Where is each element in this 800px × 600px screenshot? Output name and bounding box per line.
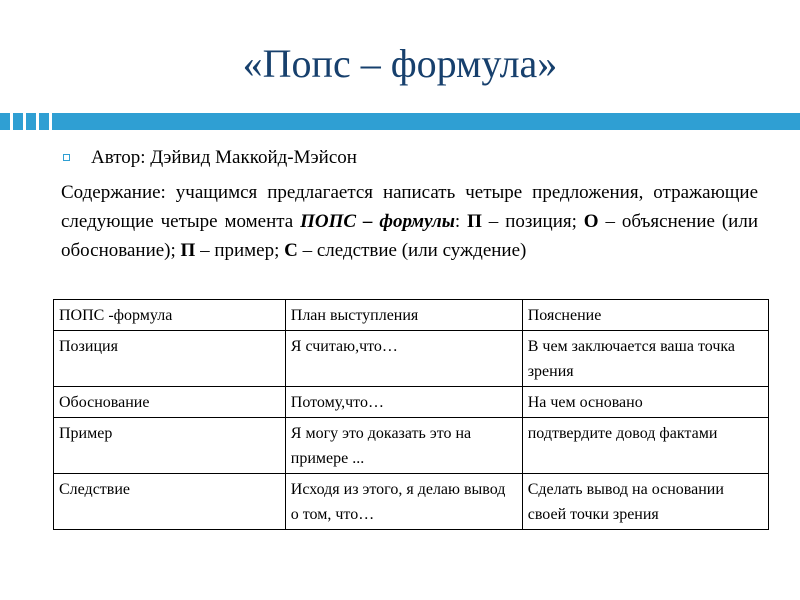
table-cell: подтвердите довод фактами (522, 418, 768, 474)
table-cell: Обоснование (54, 387, 286, 418)
consequence-text: – следствие (или суждение) (297, 240, 527, 261)
author-text: Автор: Дэйвид Маккойд-Мэйсон (91, 147, 357, 168)
band-block (26, 113, 36, 130)
letter-pr: П (180, 240, 196, 261)
content-paragraph (61, 178, 758, 265)
table-row (54, 418, 769, 474)
table-cell: Пояснение (522, 300, 768, 331)
popс-formula-table (53, 299, 769, 530)
colon: : (454, 211, 468, 232)
band-block (0, 113, 10, 130)
decorative-band (52, 113, 800, 130)
explanation-text: – объяснение (или обоснование); (61, 211, 758, 261)
slide-title: «Попс – формула» (242, 41, 558, 86)
table-cell: Сделать вывод на основании своей точки зрения (522, 474, 768, 530)
band-block (39, 113, 49, 130)
table-cell: План выступления (285, 300, 522, 331)
table-cell: Следствие (54, 474, 286, 530)
table-row (54, 387, 769, 418)
table-row (54, 331, 769, 387)
table-cell: Позиция (54, 331, 286, 387)
formula-name: ПОПС – формулы (300, 211, 455, 232)
letter-s: С (284, 240, 298, 261)
band-block (13, 113, 23, 130)
table-cell: На чем основано (522, 387, 768, 418)
table-cell: Я считаю,что… (285, 331, 522, 387)
example-text: – пример; (195, 240, 285, 261)
table-cell: В чем заключается ваша точка зрения (522, 331, 768, 387)
table-cell: Я могу это доказать это на примере ... (285, 418, 522, 474)
letter-p: П (467, 211, 482, 232)
table-cell: Пример (54, 418, 286, 474)
letter-o: О (583, 211, 599, 232)
table-header-row (54, 300, 769, 331)
table-row (54, 474, 769, 530)
position-text: – позиция; (481, 211, 584, 232)
content-intro: Содержание: учащимся предлагается написать четыре предложения, отражающие следующие четыре момента (61, 182, 758, 232)
table-cell: Потому,что… (285, 387, 522, 418)
bullet-square-icon (63, 154, 70, 161)
table-cell: ПОПС -формула (54, 300, 286, 331)
table-cell: Исходя из этого, я делаю вывод о том, что… (285, 474, 522, 530)
